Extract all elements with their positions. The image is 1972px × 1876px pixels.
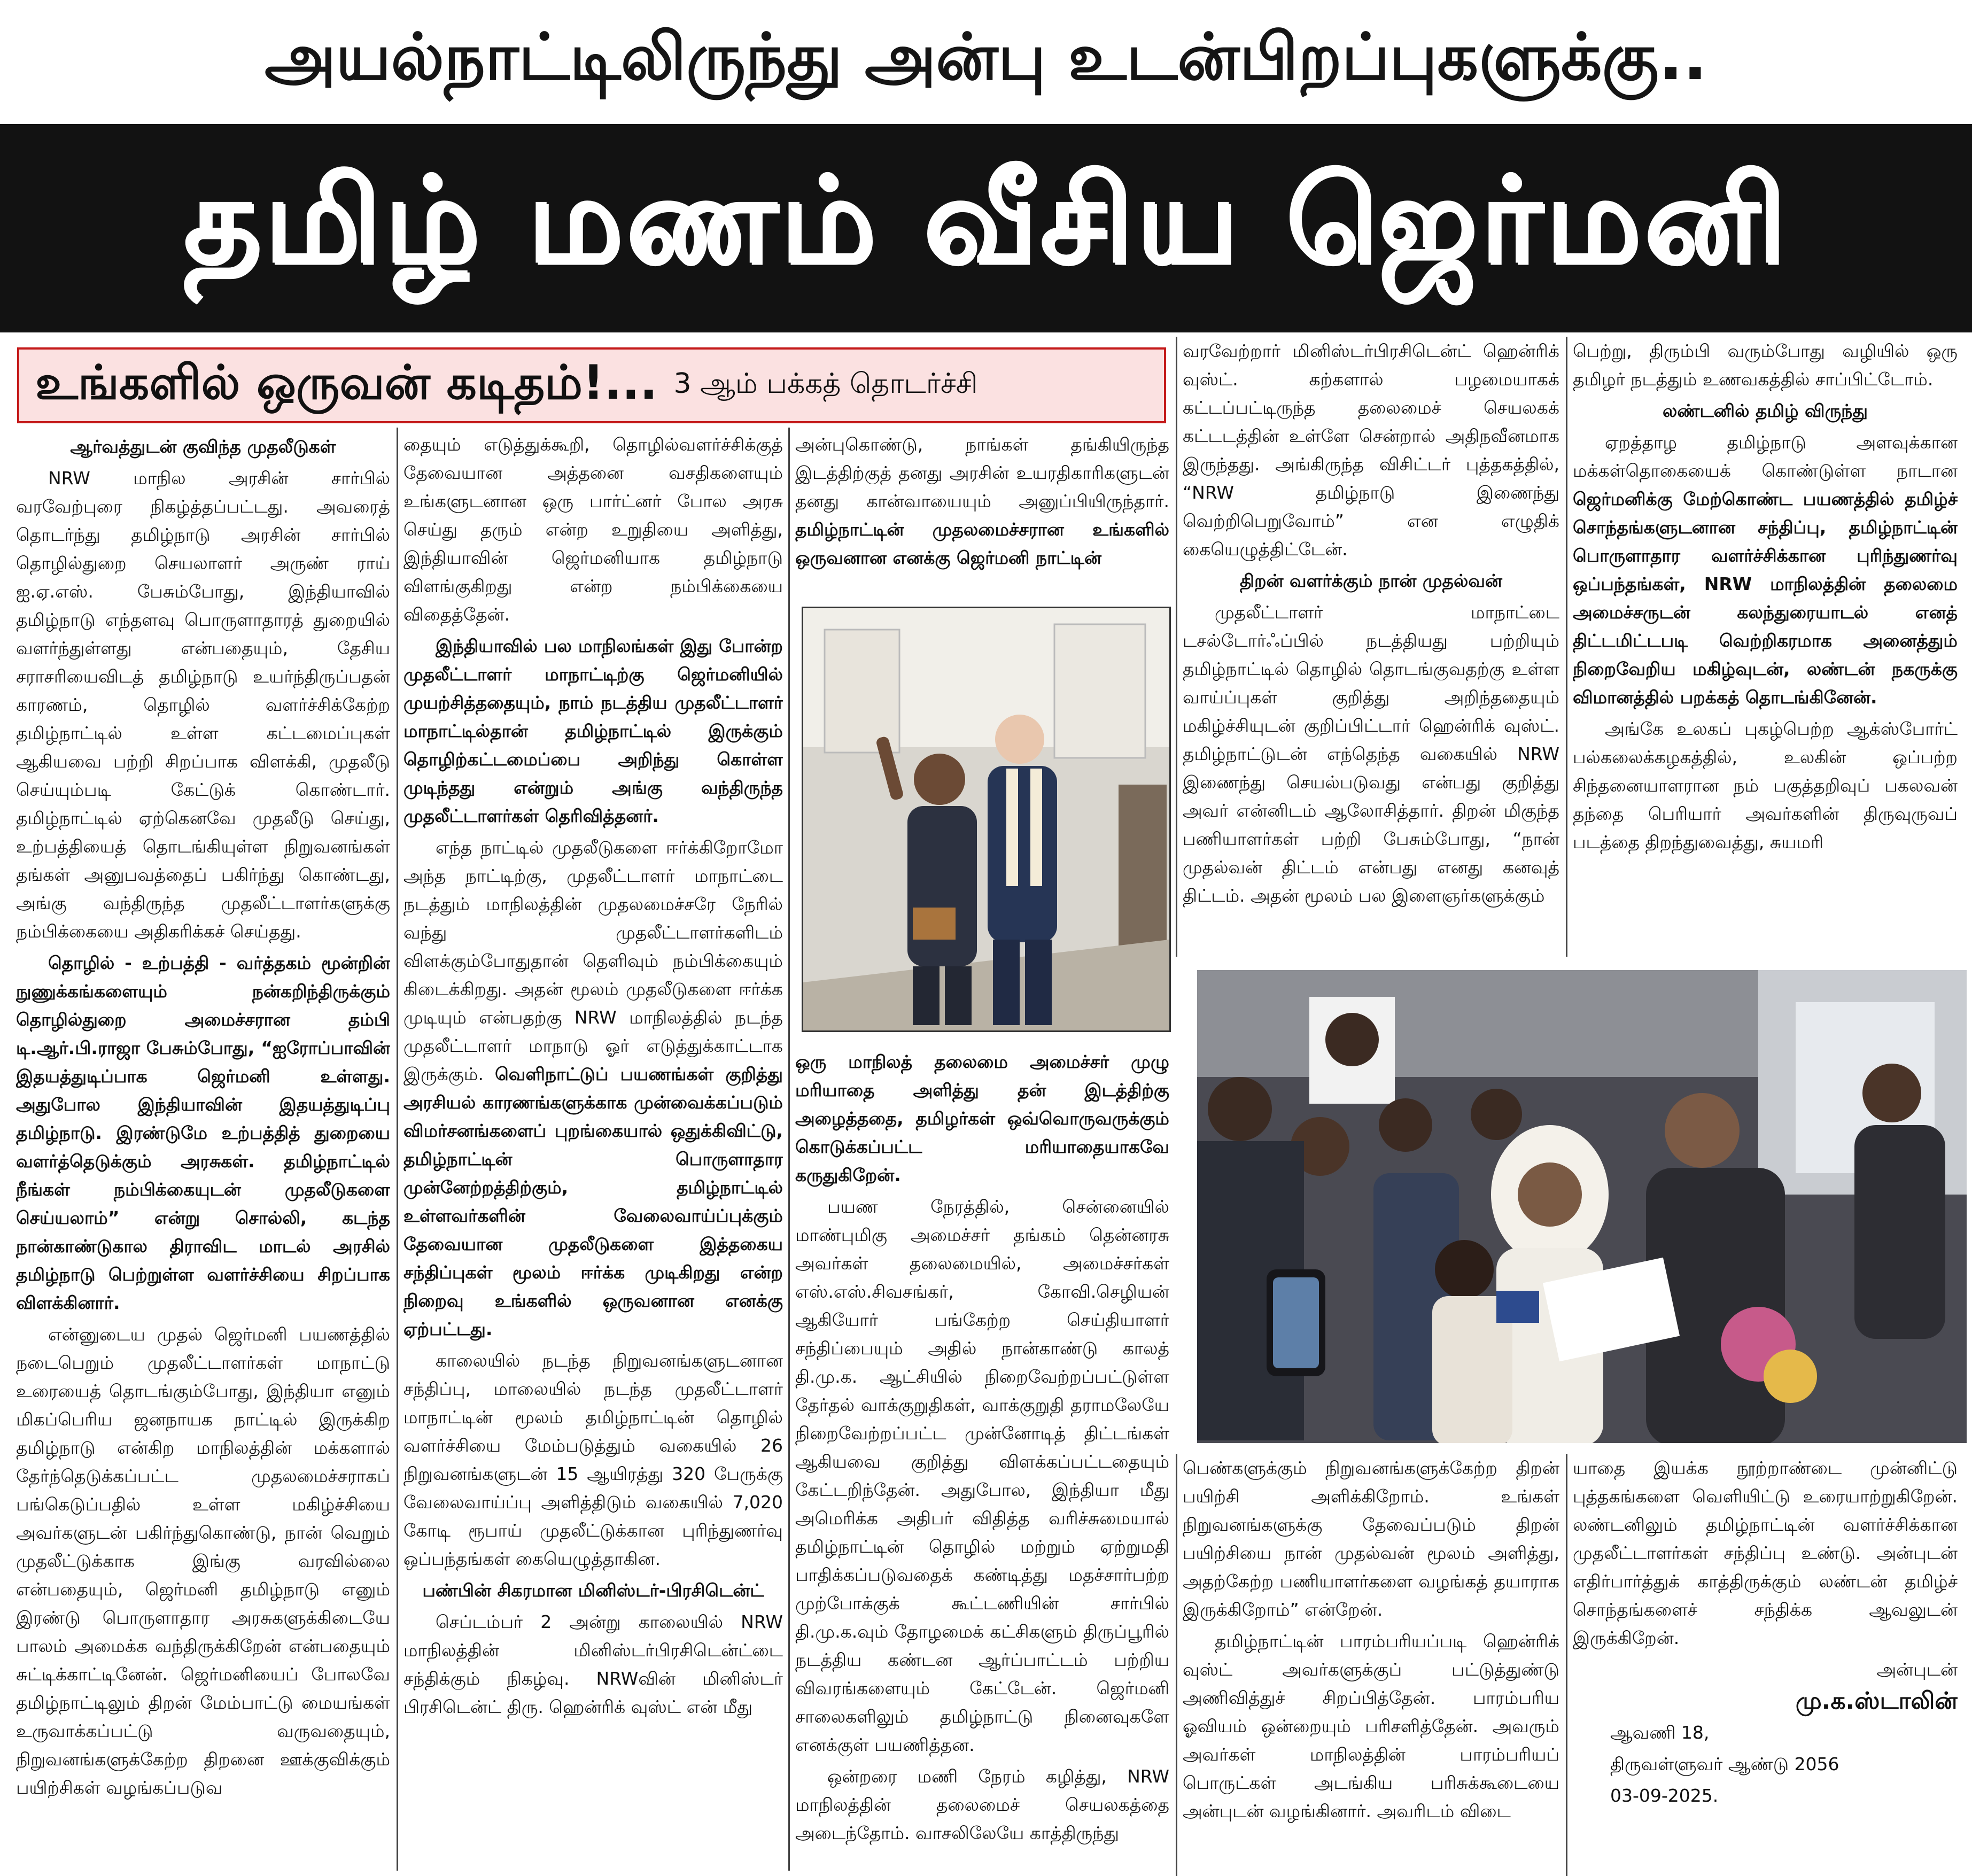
paragraph-emphasis: ஜெர்மனிக்கு மேற்கொண்ட பயணத்தில் தமிழ்ச் சொந்தங்களுடனான சந்திப்பு, தமிழ்நாட்டின் பொருளாதார வளர்ச்சிக்கான புரிந்துணர்வு ஒப்பந்தங்கள், NRW மாநிலத்தின் தலைமை அமைச்சருடன் கலந்துரையாடல் எனத் திட்டமிட்டபடி வெற்றிகரமாக அனைத்தும் நிறைவேறிய மகிழ்வுடன், லண்டன் நகருக்கு விமானத்தில் பறக்கத் தொடங்கினேன். [1573,489,1958,708]
paragraph-text: அன்புகொண்டு, நாங்கள் தங்கியிருந்த இடத்திற்குத் தனது அரசின் உயரதிகாரிகளுடன் தனது கான்வாயையும் அனுப்பியிருந்தார். [795,434,1169,511]
article-column-3-top [795,430,1169,601]
page-continuation-note: 3 ஆம் பக்கத் தொடர்ச்சி [673,367,978,400]
column-rule [1176,1454,1177,1876]
subhead-box [17,347,1166,423]
paragraph: என்னுடைய முதல் ஜெர்மனி பயணத்தில் நடைபெறும் முதலீட்டாளர்கள் மாநாட்டு உரையைத் தொடங்கும்போது, இந்தியா எனும் மிகப்பெரிய ஜனநாயக நாட்டில் இருக்கிற தமிழ்நாடு என்கிற மாநிலத்தின் மக்களால் தேர்ந்தெடுக்கப்பட்ட முதலமைச்சராகப் பங்கெடுப்பதில் உள்ள மகிழ்ச்சியை அவர்களுடன் பகிர்ந்துகொண்டு, நான் வெறும் முதலீட்டுக்காக இங்கு வரவில்லை என்பதையும், ஜெர்மனி தமிழ்நாடு எனும் இரண்டு பொருளாதார அரசுகளுக்கிடையே பாலம் அமைக்க வந்திருக்கிறேன் என்பதையும் சுட்டிக்காட்டினேன். ஜெர்மனியைப் போலவே தமிழ்நாட்டிலும் திறன் மேம்பாட்டு மையங்கள் உருவாக்கப்பட்டு வருவதையும், நிறுவனங்களுக்கேற்ற திறனை ஊக்குவிக்கும் பயிற்சிகள் வழங்கப்படுவ [16,1324,390,1798]
headline-banner [0,124,1972,332]
article-column-4-top [1183,337,1559,959]
paragraph-emphasis: தமிழ்நாட்டின் முதலமைச்சரான உங்களில் ஒருவனான எனக்கு ஜெர்மனி நாட்டின் [795,519,1169,568]
paragraph [403,833,783,1343]
paragraph: தமிழ்நாட்டின் பாரம்பரியப்படி ஹென்ரிக் வுஸ்ட் அவர்களுக்குப் பட்டுத்துண்டு அணிவித்துச் சிறப்பித்தேன். பாரம்பரிய ஓவியம் ஒன்றையும் பரிசளித்தேன். அவரும் அவர்கள் மாநிலத்தின் பாரம்பரியப் பொருட்கள் அடங்கிய பரிசுக்கூடையை அன்புடன் வழங்கினார். அவரிடம் விடை [1183,1631,1559,1821]
paragraph [795,430,1169,572]
paragraph: பெண்களுக்கும் நிறுவனங்களுக்கேற்ற திறன் பயிற்சி அளிக்கிறோம். உங்கள் நிறுவனங்களுக்கு தேவைப்படும் திறன் பயிற்சியை நான் முதல்வன் மூலம் அளித்து, அதற்கேற்ற பணியாளர்களை வழங்கத் தயாராக இருக்கிறோம்” என்றேன். [1183,1458,1559,1620]
section-heading: லண்டனில் தமிழ் விருந்து [1663,400,1868,421]
column-rule [788,428,790,1871]
paragraph: ஒன்றரை மணி நேரம் கழித்து, NRW மாநிலத்தின் தலைமைச் செயலகத்தை அடைந்தோம். வாசலிலேயே காத்திருந்து [795,1766,1169,1843]
kicker-headline: அயல்நாட்டிலிருந்து அன்பு உடன்பிறப்புகளுக்கு.. [265,20,1707,95]
article-column-5-bottom [1573,1454,1958,1871]
paragraph-text: எந்த நாட்டில் முதலீடுகளை ஈர்க்கிறோமோ அந்த நாட்டிற்கு, முதலீட்டாளர் மாநாட்டை நடத்தும் மாநிலத்தின் முதலமைச்சரே நேரில் வந்து முதலீட்டாளர்களிடம் விளக்கும்போதுதான் தெளிவும் நம்பிக்கையும் கிடைக்கிறது. அதன் மூலம் முதலீடுகளை ஈர்க்க முடியும் என்பதற்கு NRW மாநிலத்தில் நடந்த முதலீட்டாளர் மாநாடு ஓர் எடுத்துக்காட்டாக இருக்கும். [403,837,783,1084]
article-column-1 [16,430,390,1871]
section-heading: பண்பின் சிகரமான மினிஸ்டர்-பிரசிடென்ட் [422,1580,764,1601]
date-line: ஆவணி 18, [1610,1722,1710,1743]
article-column-4-bottom [1183,1454,1559,1871]
photo-tamil-diaspora-greeting [1197,970,1967,1443]
subhead-title: உங்களில் ஒருவன் கடிதம்!... [35,354,658,410]
paragraph: வரவேற்றார் மினிஸ்டர்பிரசிடென்ட் ஹென்ரிக் வுஸ்ட். கற்களால் பழமையாகக் கட்டப்பட்டிருந்த தலைமைச் செயலகக் கட்டடத்தின் உள்ளே சென்றால் அதிநவீனமாக இருந்தது. அங்கிருந்த விசிட்டர் புத்தகத்தில், “NRW தமிழ்நாடு இணைந்து வெற்றிபெறுவோம்” என எழுதிக் கையெழுத்திட்டேன். [1183,340,1559,560]
date-line: 03-09-2025. [1610,1785,1719,1806]
paragraph: தையும் எடுத்துக்கூறி, தொழில்வளர்ச்சிக்குத் தேவையான அத்தனை வசதிகளையும் உங்களுடனான ஒரு பார்ட்னர் போல அரசு செய்து தரும் என்ற உறுதியை அளித்து, இந்தியாவின் ஜெர்மனியாக தமிழ்நாடு விளங்குகிறது என்ற நம்பிக்கையை விதைத்தேன். [403,434,783,625]
column-rule [1566,1454,1567,1876]
section-heading: ஆர்வத்துடன் குவிந்த முதலீடுகள் [70,436,336,457]
paragraph: செப்டம்பர் 2 அன்று காலையில் NRW மாநிலத்தின் மினிஸ்டர்பிரசிடென்ட்டை சந்திக்கும் நிகழ்வு. NRWவின் மினிஸ்டர் பிரசிடென்ட் திரு. ஹென்ரிக் வுஸ்ட் என் மீது [403,1611,783,1717]
photo-cm-with-minister-president [802,607,1171,1032]
paragraph [1573,428,1958,711]
section-heading: திறன் வளர்க்கும் நான் முதல்வன் [1240,570,1502,591]
paragraph-text: ஏறத்தாழ தமிழ்நாடு அளவுக்கான மக்கள்தொகையைக் கொண்டுள்ள நாடான [1573,432,1958,481]
paragraph-emphasis: வெளிநாட்டுப் பயணங்கள் குறித்து அரசியல் காரணங்களுக்காக முன்வைக்கப்படும் விமர்சனங்களைப் புறங்கையால் ஒதுக்கிவிட்டு, தமிழ்நாட்டின் பொருளாதார முன்னேற்றத்திற்கும், தமிழ்நாட்டில் உள்ளவர்களின் வேலைவாய்ப்புக்கும் தேவையான முதலீடுகளை இத்தகைய சந்திப்புகள் மூலம் ஈர்க்க முடிகிறது என்ற நிறைவு உங்களில் ஒருவனான எனக்கு ஏற்பட்டது. [403,1064,783,1339]
column-rule [397,428,398,1871]
paragraph: NRW மாநில அரசின் சார்பில் வரவேற்புரை நிகழ்த்தப்பட்டது. அவரைத் தொடர்ந்து தமிழ்நாடு அரசின் சார்பில் தொழில்துறை செயலாளர் அருண் ராய் ஐ.ஏ.எஸ். பேசும்போது, இந்தியாவில் தமிழ்நாடு எந்தளவு பொருளாதாரத் துறையில் வளர்ந்துள்ளது என்பதையும், தேசிய சராசரியைவிடத் தமிழ்நாடு உயர்ந்திருப்பதன் காரணம், தொழில் வளர்ச்சிக்கேற்ற தமிழ்நாட்டில் உள்ள கட்டமைப்புகள் ஆகியவை பற்றி சிறப்பாக விளக்கி, முதலீடு செய்யும்படி கேட்டுக் கொண்டார். தமிழ்நாட்டில் ஏற்கெனவே முதலீடு செய்து, உற்பத்தியைத் தொடங்கியுள்ள நிறுவனங்கள் தங்கள் அனுபவத்தைப் பகிர்ந்து கொண்டது, அங்கு வந்திருந்த முதலீட்டாளர்களுக்கு நம்பிக்கையை அதிகரிக்கச் செய்தது. [16,468,390,942]
paragraph: தொழில் - உற்பத்தி - வர்த்தகம் மூன்றின் நுணுக்கங்களையும் நன்கறிந்திருக்கும் தொழில்துறை அமைச்சரான தம்பி டி.ஆர்.பி.ராஜா பேசும்போது, “ஐரோப்பாவின் இதயத்துடிப்பாக ஜெர்மனி உள்ளது. அதுபோல இந்தியாவின் இதயத்துடிப்பு தமிழ்நாடு. இரண்டுமே உற்பத்தித் துறையை வளர்த்தெடுக்கும் அரசுகள். தமிழ்நாட்டில் நீங்கள் நம்பிக்கையுடன் முதலீடுகளை செய்யலாம்” என்று சொல்லி, கடந்த நான்காண்டுகால திராவிட மாடல் அரசில் தமிழ்நாடு பெற்றுள்ள வளர்ச்சியை சிறப்பாக விளக்கினார். [16,952,390,1313]
paragraph: காலையில் நடந்த நிறுவனங்களுடனான சந்திப்பு, மாலையில் நடந்த முதலீட்டாளர் மாநாட்டின் மூலம் தமிழ்நாட்டின் தொழில் வளர்ச்சியை மேம்படுத்தும் வகையில் 26 நிறுவனங்களுடன் 15 ஆயிரத்து 320 பேருக்கு வேலைவாய்ப்பு அளித்திடும் வகையில் 7,020 கோடி ரூபாய் முதலீட்டுக்கான புரிந்துணர்வு ஒப்பந்தங்கள் கையெழுத்தாகின. [403,1350,783,1569]
article-column-2 [403,430,783,1871]
closing-salutation: அன்புடன் [1876,1659,1958,1680]
signature-name: மு.க.ஸ்டாலின் [1795,1687,1958,1715]
paragraph: அங்கே உலகப் புகழ்பெற்ற ஆக்ஸ்போர்ட் பல்கலைக்கழகத்தில், உலகின் ஒப்பற்ற சிந்தனையாளரான நம் பகுத்தறிவுப் பகலவன் தந்தை பெரியார் அவர்களின் திருவுருவப் படத்தை திறந்துவைத்து, சுயமரி [1573,718,1958,852]
article-column-3-bottom [795,1048,1169,1871]
paragraph: முதலீட்டாளர் மாநாட்டை டசல்டோர்ஃப்பில் நடத்தியது பற்றியும் தமிழ்நாட்டில் தொழில் தொடங்குவதற்கு உள்ள வாய்ப்புகள் குறித்து அறிந்ததையும் மகிழ்ச்சியுடன் குறிப்பிட்டார் ஹென்ரிக் வுஸ்ட். தமிழ்நாட்டுடன் எந்தெந்த வகையில் NRW இணைந்து செயல்படுவது என்பது குறித்து அவர் என்னிடம் ஆலோசித்தார். திறன் மிகுந்த பணியாளர்கள் பற்றி பேசும்போது, “நான் முதல்வன் திட்டம் என்பது எனது கனவுத் திட்டம். அதன் மூலம் பல இளைஞர்களுக்கும் [1183,602,1559,906]
date-line: திருவள்ளுவர் ஆண்டு 2056 [1610,1754,1839,1774]
column-rule [1566,337,1567,957]
paragraph: இந்தியாவில் பல மாநிலங்கள் இது போன்ற முதலீட்டாளர் மாநாட்டிற்கு ஜெர்மனியில் முயற்சித்ததையும், நாம் நடத்திய முதலீட்டாளர் மாநாட்டில்தான் தமிழ்நாட்டில் இருக்கும் தொழிற்கட்டமைப்பை அறிந்து கொள்ள முடிந்தது என்றும் அங்கு வந்திருந்த முதலீட்டாளர்கள் தெரிவித்தனர். [403,635,783,826]
paragraph: பயண நேரத்தில், சென்னையில் மாண்புமிகு அமைச்சர் தங்கம் தென்னரசு அவர்கள் தலைமையில், அமைச்சர்கள் எஸ்.எஸ்.சிவசங்கர், கோவி.செழியன் ஆகியோர் பங்கேற்ற செய்தியாளர் சந்திப்பையும் அதில் நான்காண்டு காலத் தி.மு.க. ஆட்சியில் நிறைவேற்றப்பட்டுள்ள தேர்தல் வாக்குறுதிகள், வாக்குறுதி தராமலேயே நிறைவேற்றப்பட்ட முன்னோடித் திட்டங்கள் ஆகியவை குறித்து விளக்கப்பட்டதையும் கேட்டறிந்தேன். அதுபோல, இந்தியா மீது அமெரிக்க அதிபர் விதித்த வரிச்சுமையால் தமிழ்நாட்டின் தொழில் மற்றும் ஏற்றுமதி பாதிக்கப்படுவதைக் கண்டித்து மதச்சார்பற்ற முற்போக்குக் கூட்டணியின் சார்பில் தி.மு.க.வும் தோழமைக் கட்சிகளும் திருப்பூரில் நடத்திய கண்டன ஆர்ப்பாட்டம் பற்றிய விவரங்களையும் கேட்டேன். ஜெர்மனி சாலைகளிலும் தமிழ்நாட்டு நினைவுகளே எனக்குள் பயணித்தன. [795,1196,1169,1755]
photo-caption: ஒரு மாநிலத் தலைமை அமைச்சர் முழு மரியாதை அளித்து தன் இடத்திற்கு அழைத்ததை, தமிழர்கள் ஒவ்வொருவருக்கும் கொடுக்கப்பட்ட மரியாதையாகவே கருதுகிறேன். [795,1051,1169,1185]
article-column-5-top [1573,337,1958,959]
paragraph: பெற்று, திரும்பி வரும்போது வழியில் ஒரு தமிழர் நடத்தும் உணவகத்தில் சாப்பிட்டோம். [1573,340,1958,390]
paragraph: யாதை இயக்க நூற்றாண்டை முன்னிட்டு புத்தகங்களை வெளியிட்டு உரையாற்றுகிறேன். லண்டனிலும் தமிழ்நாட்டின் வளர்ச்சிக்கான முதலீட்டாளர்கள் சந்திப்பு உண்டு. அன்புடன் எதிர்பார்த்துக் காத்திருக்கும் லண்டன் தமிழ்ச் சொந்தங்களைச் சந்திக்க ஆவலுடன் இருக்கிறேன். [1573,1458,1958,1648]
column-rule [1176,337,1177,957]
main-headline: தமிழ் மணம் வீசிய ஜெர்மனி [183,151,1789,289]
